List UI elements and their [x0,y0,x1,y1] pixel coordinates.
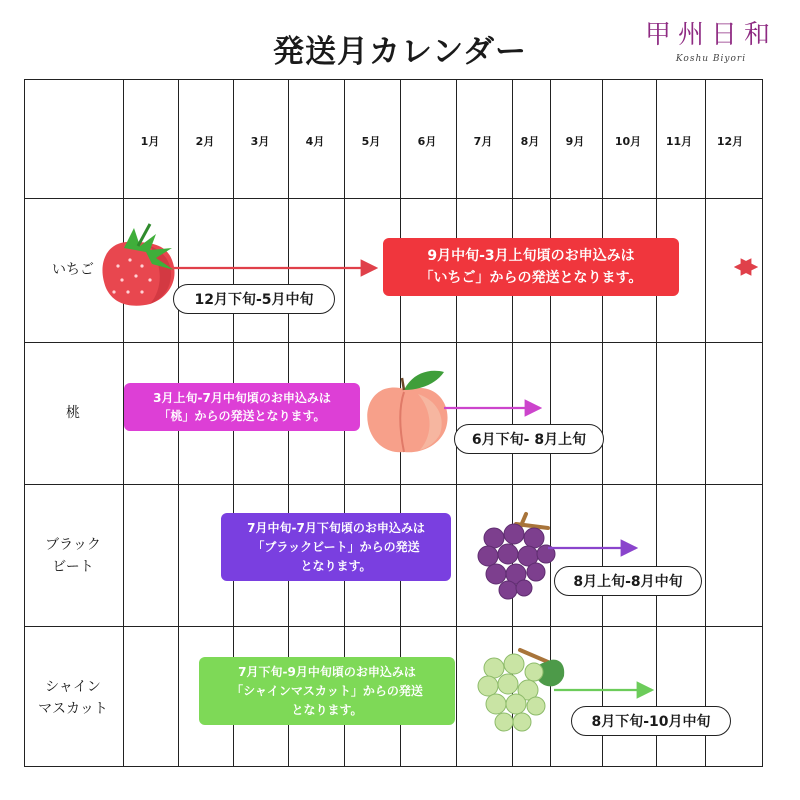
strawberry-icon [102,224,174,306]
month-header: 8月 [520,135,540,148]
shine-muscat-period-label: 8月下旬-10月中旬 [571,706,731,736]
black-beet-order-note: 7月中旬-7月下旬頃のお申込みは 「ブラックビート」からの発送 となります。 [221,513,451,581]
green-grapes-icon [478,650,564,731]
row-label-peach: 桃 [66,405,80,421]
page-title: 発送月カレンダー [273,34,527,70]
month-header: 5月 [361,135,381,148]
month-header: 6月 [417,135,437,148]
row-label-black-beet: ブラック ビート [45,537,101,575]
peach-order-note: 3月上旬-7月中旬頃のお申込みは 「桃」からの発送となります。 [124,383,360,431]
month-header: 3月 [250,135,270,148]
month-header: 4月 [305,135,325,148]
peach-icon [367,371,447,453]
strawberry-order-note: 9月中旬-3月上旬頃のお申込みは 「いちご」からの発送となります。 [383,238,679,296]
logo-subtitle: Koshu Biyori [675,54,747,64]
black-grapes-icon [478,514,555,599]
month-header: 7月 [473,135,493,148]
month-header: 10月 [614,135,642,148]
row-label-shine-muscat: シャイン マスカット [38,679,108,717]
strawberry-period-label: 12月下旬-5月中旬 [173,284,335,314]
peach-period-label: 6月下旬- 8月上旬 [454,424,604,454]
logo-mark: 甲州日和 [644,20,777,50]
month-header: 9月 [565,135,585,148]
month-header: 2月 [195,135,215,148]
row-label-strawberry: いちご [52,262,94,278]
shine-muscat-order-note: 7月下旬-9月中旬頃のお申込みは 「シャインマスカット」からの発送 となります。 [199,657,455,725]
month-header: 1月 [140,135,160,148]
month-header: 12月 [716,135,744,148]
black-beet-period-label: 8月上旬-8月中旬 [554,566,702,596]
month-header: 11月 [665,135,693,148]
